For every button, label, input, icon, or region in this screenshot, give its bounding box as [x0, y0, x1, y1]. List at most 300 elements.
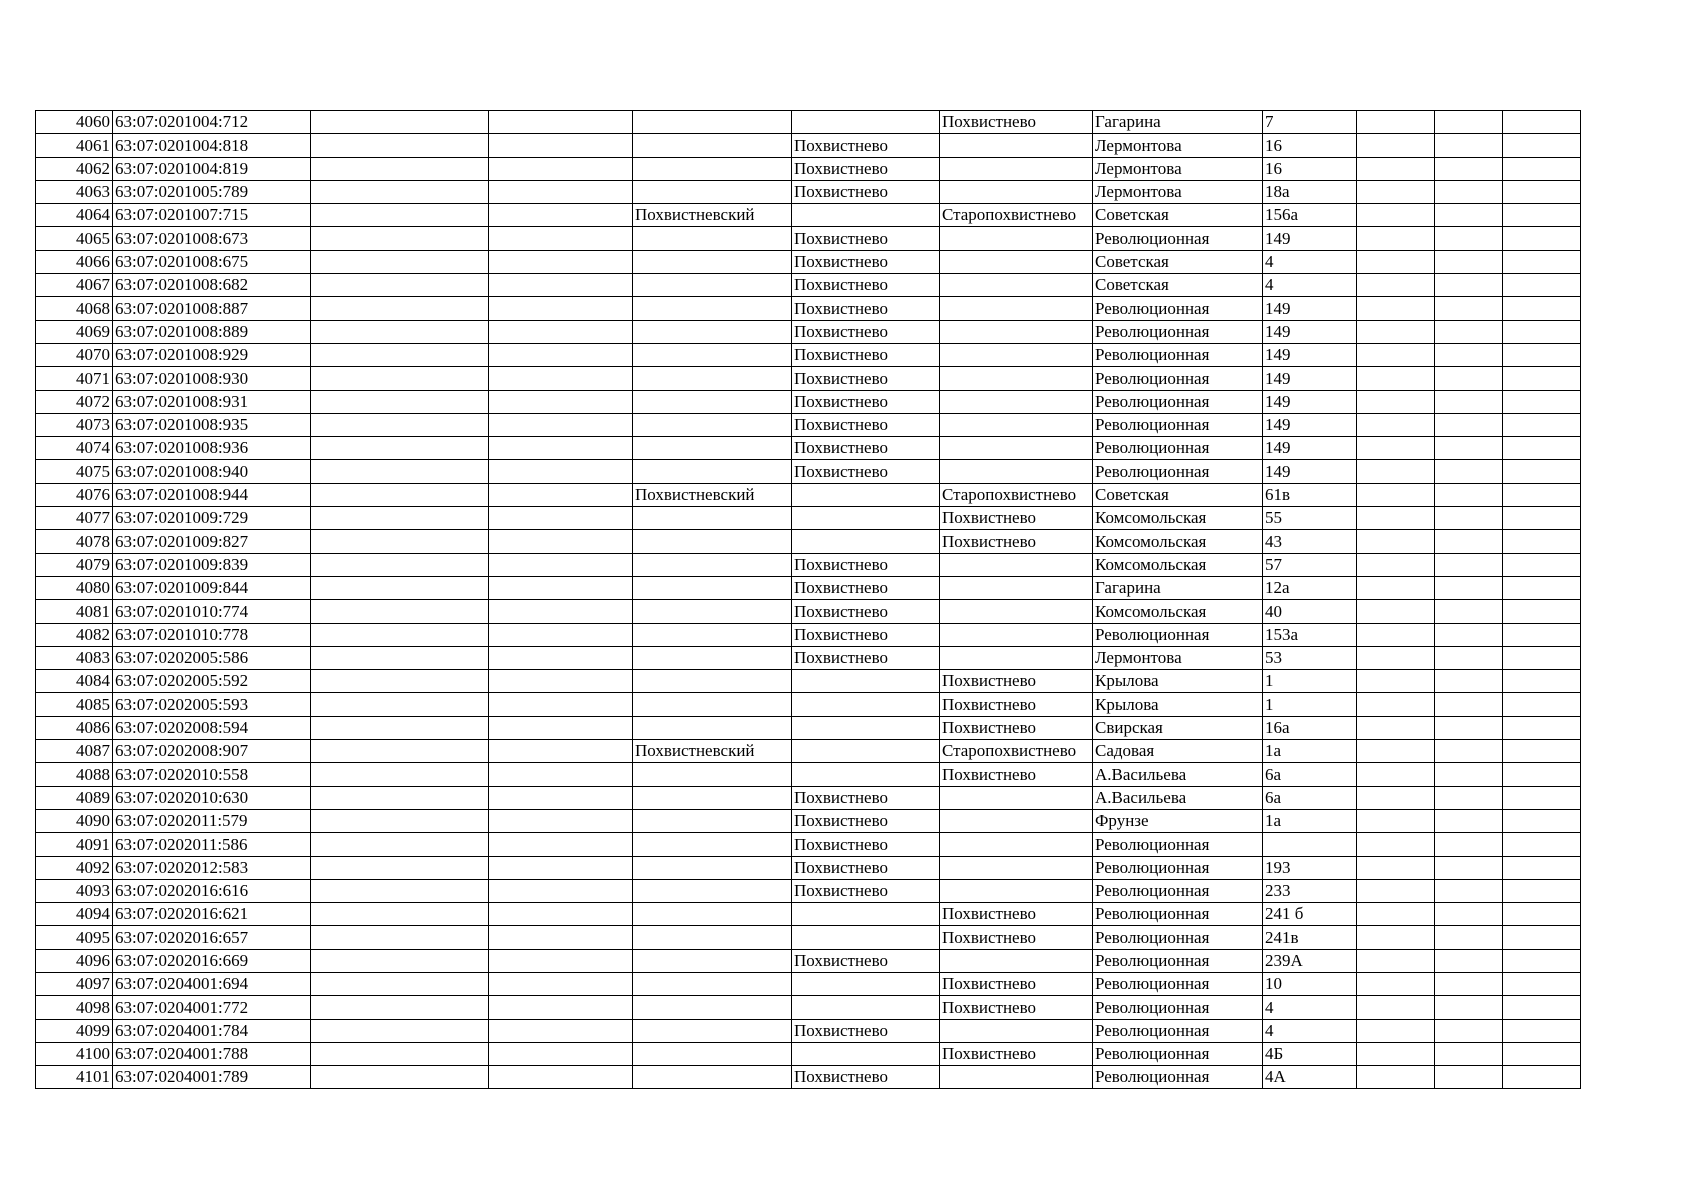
cadastral-number-cell: 63:07:0201008:930: [113, 367, 311, 390]
empty-cell-12: [1503, 180, 1581, 203]
row-number-cell: 4081: [36, 600, 113, 623]
street-cell: Революционная: [1093, 949, 1263, 972]
empty-cell-11: [1435, 972, 1503, 995]
empty-cell-12: [1503, 996, 1581, 1019]
settlement-cell-a: Похвистнево: [792, 809, 940, 832]
district-cell: [489, 437, 633, 460]
cadastral-number-cell: 63:07:0201007:715: [113, 204, 311, 227]
empty-cell-11: [1435, 716, 1503, 739]
house-number-cell: 241в: [1263, 926, 1357, 949]
street-cell: Садовая: [1093, 740, 1263, 763]
settlement-cell-a: Похвистнево: [792, 250, 940, 273]
cadastral-number-cell: 63:07:0201008:887: [113, 297, 311, 320]
city-cell: [633, 413, 792, 436]
house-number-cell: 149: [1263, 460, 1357, 483]
empty-cell-12: [1503, 483, 1581, 506]
settlement-cell-b: [940, 879, 1093, 902]
empty-cell-10: [1357, 716, 1435, 739]
empty-cell-12: [1503, 1019, 1581, 1042]
settlement-cell-b: [940, 1066, 1093, 1089]
cadastral-number-cell: 63:07:0204001:789: [113, 1066, 311, 1089]
row-number-cell: 4063: [36, 180, 113, 203]
street-cell: Комсомольская: [1093, 507, 1263, 530]
empty-cell-11: [1435, 157, 1503, 180]
empty-cell-3: [311, 204, 489, 227]
empty-cell-11: [1435, 786, 1503, 809]
empty-cell-3: [311, 297, 489, 320]
table-row: [36, 530, 1581, 553]
district-cell: [489, 157, 633, 180]
settlement-cell-a: Похвистнево: [792, 320, 940, 343]
street-cell: Лермонтова: [1093, 646, 1263, 669]
street-cell: Крылова: [1093, 693, 1263, 716]
table-row: [36, 926, 1581, 949]
city-cell: [633, 227, 792, 250]
street-cell: Крылова: [1093, 670, 1263, 693]
street-cell: Комсомольская: [1093, 553, 1263, 576]
street-cell: Лермонтова: [1093, 134, 1263, 157]
row-number-cell: 4069: [36, 320, 113, 343]
house-number-cell: 4: [1263, 274, 1357, 297]
table-row: [36, 903, 1581, 926]
district-cell: [489, 856, 633, 879]
table-row: [36, 343, 1581, 366]
row-number-cell: 4082: [36, 623, 113, 646]
empty-cell-12: [1503, 204, 1581, 227]
empty-cell-10: [1357, 227, 1435, 250]
empty-cell-10: [1357, 949, 1435, 972]
house-number-cell: 4Б: [1263, 1042, 1357, 1065]
empty-cell-12: [1503, 297, 1581, 320]
empty-cell-3: [311, 926, 489, 949]
house-number-cell: 239А: [1263, 949, 1357, 972]
district-cell: [489, 879, 633, 902]
settlement-cell-a: Похвистнево: [792, 856, 940, 879]
empty-cell-12: [1503, 343, 1581, 366]
city-cell: [633, 670, 792, 693]
table-row: [36, 1019, 1581, 1042]
empty-cell-3: [311, 809, 489, 832]
city-cell: [633, 600, 792, 623]
table-row: [36, 111, 1581, 134]
settlement-cell-b: [940, 600, 1093, 623]
empty-cell-10: [1357, 204, 1435, 227]
district-cell: [489, 646, 633, 669]
table-row: [36, 483, 1581, 506]
table-row: [36, 204, 1581, 227]
empty-cell-10: [1357, 763, 1435, 786]
settlement-cell-a: Похвистнево: [792, 274, 940, 297]
settlement-cell-a: [792, 507, 940, 530]
settlement-cell-a: Похвистнево: [792, 833, 940, 856]
settlement-cell-a: [792, 693, 940, 716]
row-number-cell: 4077: [36, 507, 113, 530]
empty-cell-11: [1435, 949, 1503, 972]
district-cell: [489, 1066, 633, 1089]
row-number-cell: 4095: [36, 926, 113, 949]
settlement-cell-b: Старопохвистнево: [940, 204, 1093, 227]
settlement-cell-b: Похвистнево: [940, 111, 1093, 134]
settlement-cell-b: [940, 134, 1093, 157]
empty-cell-3: [311, 670, 489, 693]
table-row: [36, 809, 1581, 832]
cadastral-number-cell: 63:07:0202011:579: [113, 809, 311, 832]
settlement-cell-b: [940, 949, 1093, 972]
street-cell: Революционная: [1093, 367, 1263, 390]
empty-cell-10: [1357, 1019, 1435, 1042]
street-cell: Советская: [1093, 250, 1263, 273]
street-cell: Революционная: [1093, 320, 1263, 343]
row-number-cell: 4087: [36, 740, 113, 763]
cadastral-number-cell: 63:07:0204001:694: [113, 972, 311, 995]
settlement-cell-a: Похвистнево: [792, 786, 940, 809]
city-cell: [633, 996, 792, 1019]
empty-cell-3: [311, 274, 489, 297]
district-cell: [489, 833, 633, 856]
city-cell: [633, 763, 792, 786]
row-number-cell: 4080: [36, 576, 113, 599]
empty-cell-10: [1357, 833, 1435, 856]
settlement-cell-b: [940, 437, 1093, 460]
settlement-cell-b: Старопохвистнево: [940, 483, 1093, 506]
empty-cell-3: [311, 390, 489, 413]
empty-cell-12: [1503, 460, 1581, 483]
city-cell: [633, 879, 792, 902]
empty-cell-12: [1503, 670, 1581, 693]
table-row: [36, 600, 1581, 623]
empty-cell-11: [1435, 483, 1503, 506]
empty-cell-3: [311, 111, 489, 134]
empty-cell-10: [1357, 460, 1435, 483]
settlement-cell-a: [792, 111, 940, 134]
cadastral-number-cell: 63:07:0202005:586: [113, 646, 311, 669]
row-number-cell: 4060: [36, 111, 113, 134]
empty-cell-11: [1435, 670, 1503, 693]
row-number-cell: 4079: [36, 553, 113, 576]
city-cell: [633, 646, 792, 669]
empty-cell-10: [1357, 972, 1435, 995]
empty-cell-11: [1435, 507, 1503, 530]
settlement-cell-b: Похвистнево: [940, 1042, 1093, 1065]
settlement-cell-a: Похвистнево: [792, 553, 940, 576]
empty-cell-3: [311, 903, 489, 926]
cadastral-number-cell: 63:07:0202011:586: [113, 833, 311, 856]
settlement-cell-b: [940, 274, 1093, 297]
row-number-cell: 4066: [36, 250, 113, 273]
empty-cell-3: [311, 833, 489, 856]
empty-cell-10: [1357, 530, 1435, 553]
street-cell: Советская: [1093, 483, 1263, 506]
settlement-cell-a: [792, 204, 940, 227]
row-number-cell: 4062: [36, 157, 113, 180]
settlement-cell-a: Похвистнево: [792, 879, 940, 902]
settlement-cell-b: [940, 576, 1093, 599]
empty-cell-11: [1435, 879, 1503, 902]
empty-cell-12: [1503, 623, 1581, 646]
house-number-cell: 43: [1263, 530, 1357, 553]
empty-cell-3: [311, 1019, 489, 1042]
row-number-cell: 4097: [36, 972, 113, 995]
empty-cell-3: [311, 157, 489, 180]
house-number-cell: 149: [1263, 367, 1357, 390]
city-cell: [633, 576, 792, 599]
empty-cell-11: [1435, 297, 1503, 320]
empty-cell-12: [1503, 833, 1581, 856]
row-number-cell: 4086: [36, 716, 113, 739]
cadastral-number-cell: 63:07:0201004:819: [113, 157, 311, 180]
row-number-cell: 4092: [36, 856, 113, 879]
city-cell: [633, 716, 792, 739]
settlement-cell-b: [940, 180, 1093, 203]
empty-cell-10: [1357, 670, 1435, 693]
empty-cell-3: [311, 227, 489, 250]
cadastral-number-cell: 63:07:0202008:907: [113, 740, 311, 763]
cadastral-number-cell: 63:07:0201008:929: [113, 343, 311, 366]
row-number-cell: 4064: [36, 204, 113, 227]
settlement-cell-b: Похвистнево: [940, 530, 1093, 553]
empty-cell-10: [1357, 274, 1435, 297]
cadastral-number-cell: 63:07:0201008:936: [113, 437, 311, 460]
empty-cell-11: [1435, 227, 1503, 250]
empty-cell-12: [1503, 600, 1581, 623]
table-row: [36, 367, 1581, 390]
settlement-cell-b: [940, 553, 1093, 576]
empty-cell-3: [311, 1042, 489, 1065]
table-row: [36, 576, 1581, 599]
house-number-cell: 4: [1263, 1019, 1357, 1042]
table-row: [36, 670, 1581, 693]
empty-cell-3: [311, 716, 489, 739]
cadastral-number-cell: 63:07:0202016:669: [113, 949, 311, 972]
empty-cell-11: [1435, 996, 1503, 1019]
district-cell: [489, 111, 633, 134]
empty-cell-3: [311, 343, 489, 366]
empty-cell-3: [311, 972, 489, 995]
district-cell: [489, 297, 633, 320]
district-cell: [489, 949, 633, 972]
street-cell: Революционная: [1093, 297, 1263, 320]
house-number-cell: 16: [1263, 157, 1357, 180]
city-cell: Похвистневский: [633, 483, 792, 506]
city-cell: [633, 903, 792, 926]
settlement-cell-b: Похвистнево: [940, 996, 1093, 1019]
empty-cell-10: [1357, 507, 1435, 530]
street-cell: Лермонтова: [1093, 180, 1263, 203]
house-number-cell: 16: [1263, 134, 1357, 157]
city-cell: [633, 553, 792, 576]
cadastral-number-cell: 63:07:0202008:594: [113, 716, 311, 739]
street-cell: Революционная: [1093, 1042, 1263, 1065]
cadastral-number-cell: 63:07:0204001:784: [113, 1019, 311, 1042]
row-number-cell: 4100: [36, 1042, 113, 1065]
empty-cell-3: [311, 693, 489, 716]
empty-cell-11: [1435, 274, 1503, 297]
street-cell: Советская: [1093, 204, 1263, 227]
row-number-cell: 4084: [36, 670, 113, 693]
empty-cell-11: [1435, 1042, 1503, 1065]
cadastral-number-cell: 63:07:0201008:673: [113, 227, 311, 250]
cadastral-number-cell: 63:07:0204001:772: [113, 996, 311, 1019]
empty-cell-12: [1503, 1066, 1581, 1089]
district-cell: [489, 413, 633, 436]
empty-cell-10: [1357, 553, 1435, 576]
empty-cell-11: [1435, 1066, 1503, 1089]
cadastral-number-cell: 63:07:0201009:844: [113, 576, 311, 599]
table-row: [36, 1066, 1581, 1089]
empty-cell-10: [1357, 320, 1435, 343]
cadastral-number-cell: 63:07:0201009:839: [113, 553, 311, 576]
empty-cell-11: [1435, 460, 1503, 483]
house-number-cell: 57: [1263, 553, 1357, 576]
empty-cell-12: [1503, 413, 1581, 436]
cadastral-number-cell: 63:07:0201009:729: [113, 507, 311, 530]
settlement-cell-b: [940, 623, 1093, 646]
cadastral-number-cell: 63:07:0201008:682: [113, 274, 311, 297]
street-cell: Революционная: [1093, 833, 1263, 856]
house-number-cell: 149: [1263, 320, 1357, 343]
empty-cell-3: [311, 460, 489, 483]
settlement-cell-a: [792, 926, 940, 949]
table-row: [36, 134, 1581, 157]
settlement-cell-b: Старопохвистнево: [940, 740, 1093, 763]
cadastral-number-cell: 63:07:0201004:712: [113, 111, 311, 134]
house-number-cell: 55: [1263, 507, 1357, 530]
district-cell: [489, 460, 633, 483]
street-cell: Революционная: [1093, 1066, 1263, 1089]
settlement-cell-b: Похвистнево: [940, 926, 1093, 949]
house-number-cell: 6а: [1263, 786, 1357, 809]
district-cell: [489, 507, 633, 530]
settlement-cell-a: [792, 996, 940, 1019]
district-cell: [489, 996, 633, 1019]
settlement-cell-b: [940, 856, 1093, 879]
cadastral-number-cell: 63:07:0204001:788: [113, 1042, 311, 1065]
row-number-cell: 4083: [36, 646, 113, 669]
empty-cell-10: [1357, 1066, 1435, 1089]
house-number-cell: 53: [1263, 646, 1357, 669]
empty-cell-11: [1435, 390, 1503, 413]
district-cell: [489, 250, 633, 273]
table-row: [36, 949, 1581, 972]
table-row: [36, 879, 1581, 902]
row-number-cell: 4071: [36, 367, 113, 390]
empty-cell-10: [1357, 576, 1435, 599]
cadastral-number-cell: 63:07:0201009:827: [113, 530, 311, 553]
settlement-cell-b: [940, 250, 1093, 273]
settlement-cell-a: Похвистнево: [792, 623, 940, 646]
empty-cell-10: [1357, 483, 1435, 506]
table-row: [36, 763, 1581, 786]
settlement-cell-b: [940, 413, 1093, 436]
cadastral-number-cell: 63:07:0201004:818: [113, 134, 311, 157]
table-row: [36, 972, 1581, 995]
district-cell: [489, 343, 633, 366]
district-cell: [489, 274, 633, 297]
settlement-cell-b: [940, 1019, 1093, 1042]
table-row: [36, 180, 1581, 203]
street-cell: Революционная: [1093, 460, 1263, 483]
settlement-cell-a: [792, 716, 940, 739]
empty-cell-11: [1435, 367, 1503, 390]
cadastral-number-cell: 63:07:0201008:931: [113, 390, 311, 413]
row-number-cell: 4085: [36, 693, 113, 716]
table-row: [36, 320, 1581, 343]
empty-cell-3: [311, 530, 489, 553]
table-row: [36, 623, 1581, 646]
table-row: [36, 274, 1581, 297]
empty-cell-12: [1503, 553, 1581, 576]
empty-cell-3: [311, 879, 489, 902]
row-number-cell: 4098: [36, 996, 113, 1019]
empty-cell-10: [1357, 623, 1435, 646]
house-number-cell: 12а: [1263, 576, 1357, 599]
district-cell: [489, 786, 633, 809]
empty-cell-11: [1435, 1019, 1503, 1042]
district-cell: [489, 180, 633, 203]
house-number-cell: 16а: [1263, 716, 1357, 739]
table-row: [36, 227, 1581, 250]
district-cell: [489, 1042, 633, 1065]
district-cell: [489, 390, 633, 413]
empty-cell-10: [1357, 390, 1435, 413]
empty-cell-11: [1435, 903, 1503, 926]
house-number-cell: 153а: [1263, 623, 1357, 646]
empty-cell-3: [311, 320, 489, 343]
empty-cell-3: [311, 250, 489, 273]
row-number-cell: 4065: [36, 227, 113, 250]
street-cell: Революционная: [1093, 926, 1263, 949]
empty-cell-10: [1357, 740, 1435, 763]
street-cell: Лермонтова: [1093, 157, 1263, 180]
empty-cell-11: [1435, 576, 1503, 599]
table-row: [36, 553, 1581, 576]
district-cell: [489, 227, 633, 250]
settlement-cell-a: [792, 1042, 940, 1065]
row-number-cell: 4078: [36, 530, 113, 553]
settlement-cell-b: Похвистнево: [940, 507, 1093, 530]
empty-cell-3: [311, 996, 489, 1019]
cadastral-number-cell: 63:07:0202010:630: [113, 786, 311, 809]
table-row: [36, 507, 1581, 530]
house-number-cell: 18а: [1263, 180, 1357, 203]
table-row: [36, 693, 1581, 716]
empty-cell-11: [1435, 437, 1503, 460]
cadastral-number-cell: 63:07:0202005:592: [113, 670, 311, 693]
city-cell: [633, 856, 792, 879]
settlement-cell-b: [940, 343, 1093, 366]
empty-cell-3: [311, 483, 489, 506]
house-number-cell: [1263, 833, 1357, 856]
settlement-cell-b: [940, 460, 1093, 483]
empty-cell-10: [1357, 600, 1435, 623]
district-cell: [489, 1019, 633, 1042]
empty-cell-3: [311, 134, 489, 157]
settlement-cell-b: [940, 320, 1093, 343]
cadastral-number-cell: 63:07:0201010:774: [113, 600, 311, 623]
empty-cell-10: [1357, 250, 1435, 273]
empty-cell-12: [1503, 646, 1581, 669]
empty-cell-3: [311, 413, 489, 436]
district-cell: [489, 809, 633, 832]
empty-cell-12: [1503, 903, 1581, 926]
settlement-cell-a: Похвистнево: [792, 297, 940, 320]
empty-cell-12: [1503, 809, 1581, 832]
empty-cell-3: [311, 949, 489, 972]
table-row: [36, 413, 1581, 436]
district-cell: [489, 530, 633, 553]
row-number-cell: 4093: [36, 879, 113, 902]
district-cell: [489, 926, 633, 949]
